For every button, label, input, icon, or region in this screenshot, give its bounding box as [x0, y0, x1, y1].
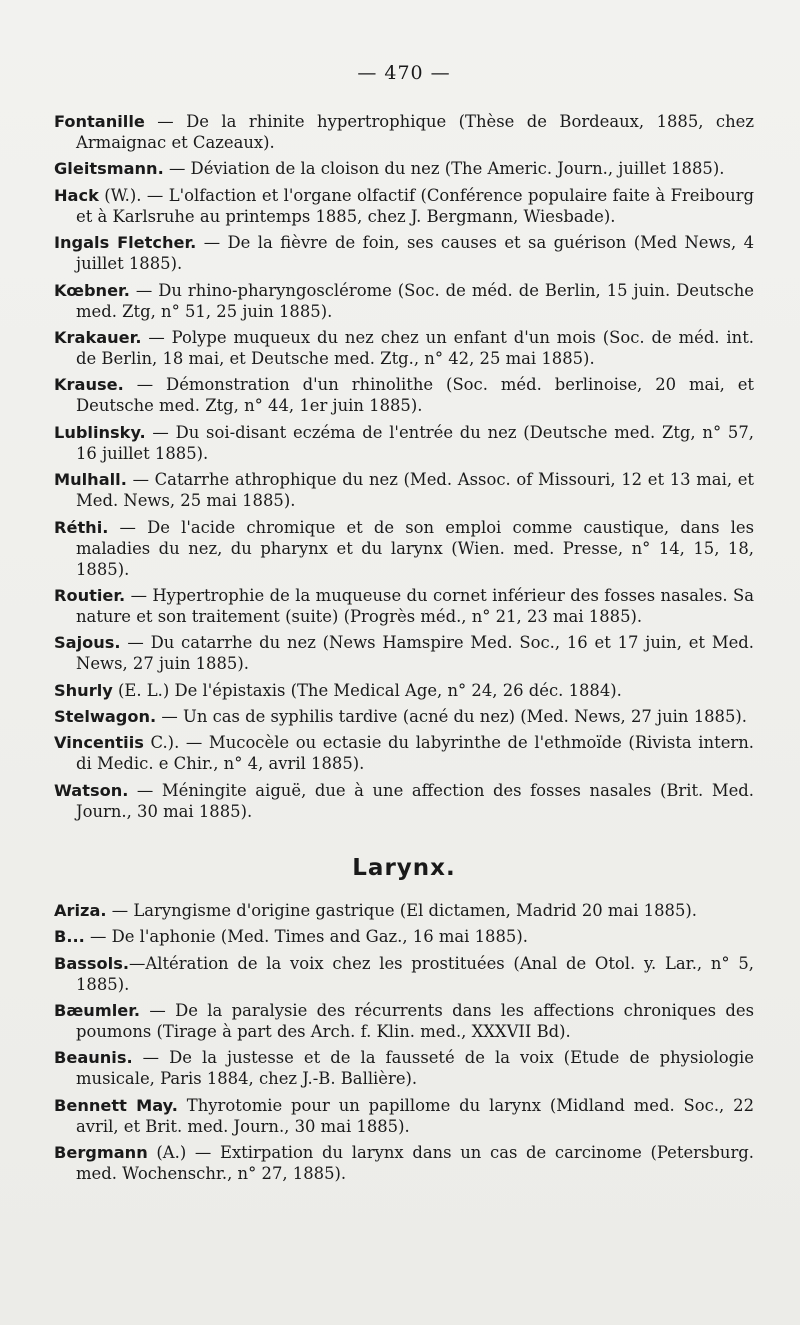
entry-separator: [144, 733, 151, 752]
bibliography-nose: [54, 111, 754, 822]
entry-separator: —: [84, 927, 112, 947]
bibliography-entry: [54, 953, 754, 995]
bibliography-entry: [54, 1000, 754, 1042]
entry-text: Polype muqueux du nez chez un enfant d'un mois (Soc. de méd. int. de Berlin, 18 mai, et Deutsche med. Ztg., n° 42, 25 mai 1885).: [76, 327, 754, 368]
bibliography-entry: [54, 1142, 754, 1184]
entry-author: Lublinsky.: [54, 422, 146, 442]
entry-separator: —: [129, 280, 159, 300]
entry-text: Hypertrophie de la muqueuse du cornet inférieur des fosses nasales. Sa nature et son traitement (suite) (Progrès méd., n° 21, 23 mai 1885).: [76, 585, 754, 626]
bibliography-entry: [54, 517, 754, 580]
entry-text: Du catarrhe du nez (News Hamspire Med. Soc., 16 et 17 juin, et Med. News, 27 juin 1885).: [76, 633, 754, 674]
bibliography-entry: [54, 900, 754, 921]
entry-text: Altération de la voix chez les prostituées (Anal de Otol. y. Lar., n° 5, 1885).: [76, 953, 754, 994]
entry-text: De la fièvre de foin, ses causes et sa guérison (Med News, 4 juillet 1885).: [76, 233, 754, 274]
entry-separator: —: [145, 422, 176, 442]
entry-author: Bergmann: [54, 1143, 148, 1163]
entry-author: Bennett May.: [54, 1095, 178, 1115]
entry-separator: —: [141, 327, 172, 347]
entry-separator: —: [129, 953, 146, 973]
entry-text: Déviation de la cloison du nez (The Americ. Journ., juillet 1885).: [190, 159, 725, 179]
entry-separator: —: [120, 633, 151, 653]
bibliography-entry: [54, 926, 754, 947]
entry-author: Krakauer.: [54, 327, 142, 347]
entry-separator: —: [123, 375, 167, 395]
entry-author: Krause.: [54, 375, 124, 395]
entry-text: De l'aphonie (Med. Times and Gaz., 16 mai 1885).: [111, 927, 528, 947]
entry-text: Catarrhe athrophique du nez (Med. Assoc. of Missouri, 12 et 13 mai, et Med. News, 25 mai 1885).: [76, 470, 754, 511]
entry-text: Méningite aiguë, due à une affection des fosses nasales (Brit. Med. Journ., 30 mai 1885).: [76, 780, 755, 821]
entry-text: Laryngisme d'origine gastrique (El dictamen, Madrid 20 mai 1885).: [133, 900, 698, 920]
entry-text: De l'acide chromique et de son emploi comme caustique, dans les maladies du nez, du pharynx et du larynx (Wien. med. Presse, n° 14, 15, 18, 1885).: [76, 517, 755, 579]
entry-text: De la rhinite hypertrophique (Thèse de Bordeaux, 1885, chez Armaignac et Cazeaux).: [76, 112, 755, 152]
entry-separator: —: [140, 1001, 176, 1021]
bibliography-entry: [54, 327, 754, 369]
entry-text: Du soi-disant eczéma de l'entrée du nez (Deutsche med. Ztg, n° 57, 16 juillet 1885).: [76, 422, 754, 463]
entry-author: Gleitsmann.: [54, 159, 164, 179]
entry-author: Fontanille: [54, 112, 145, 131]
entry-text: C.). — Mucocèle ou ectasie du labyrinthe de l'ethmoïde (Rivista intern. di Medic. e Chir., n° 4, avril 1885).: [76, 733, 754, 774]
bibliography-entry: [54, 632, 754, 674]
entry-text: Démonstration d'un rhinolithe (Soc. méd. berlinoise, 20 mai, et Deutsche med. Ztg, n° 44, 1er juin 1885).: [76, 375, 755, 416]
entry-text: De la justesse et de la fausseté de la voix (Etude de physiologie musicale, Paris 1884, chez J.-B. Ballière).: [76, 1048, 755, 1089]
entry-author: Sajous.: [54, 633, 121, 653]
bibliography-entry: [54, 780, 754, 822]
page-number: — 470 —: [357, 62, 451, 84]
entry-author: Stelwagon.: [54, 707, 157, 727]
bibliography-entry: [54, 706, 754, 727]
bibliography-entry: [54, 469, 754, 511]
bibliography-entry: [54, 232, 754, 274]
entry-text: (W.). — L'olfaction et l'organe olfactif (Conférence populaire faite à Freibourg et à Karlsruhe au printemps 1885, chez J. Bergmann, Wiesbade).: [76, 185, 754, 226]
entry-separator: —: [163, 159, 191, 179]
entry-separator: —: [106, 900, 134, 920]
entry-separator: —: [196, 233, 228, 253]
entry-author: Watson.: [54, 780, 129, 800]
bibliography-entry: [54, 732, 754, 774]
entry-separator: [178, 1096, 187, 1115]
entry-text: Un cas de syphilis tardive (acné du nez) (Med. News, 27 juin 1885).: [183, 707, 748, 727]
bibliography-entry: [54, 111, 754, 153]
entry-author: Ingals Fletcher.: [54, 233, 197, 253]
bibliography-entry: [54, 374, 754, 416]
entry-author: Beaunis.: [54, 1048, 133, 1068]
bibliography-entry: [54, 1095, 754, 1137]
section-title: Larynx.: [352, 854, 456, 881]
entry-text: (A.) — Extirpation du larynx dans un cas de carcinome (Petersburg. med. Wochenschr., n° 27, 1885).: [76, 1143, 754, 1184]
bibliography-entry: [54, 680, 754, 701]
bibliography-entry: [54, 280, 754, 322]
entry-separator: —: [156, 707, 183, 727]
bibliography-entry: [54, 158, 754, 179]
entry-author: Routier.: [54, 585, 126, 605]
entry-author: Réthi.: [54, 517, 109, 537]
entry-text: De la paralysie des récurrents dans les affections chroniques des poumons (Tirage à part des Arch. f. Klin. med., XXXVII Bd).: [76, 1001, 755, 1042]
entry-author: Bassols.: [54, 953, 129, 973]
entry-author: B...: [54, 927, 85, 947]
entry-text: Du rhino-pharyngosclérome (Soc. de méd. de Berlin, 15 juin. Deutsche med. Ztg, n° 51, 25 juin 1885).: [76, 280, 754, 321]
entry-separator: —: [108, 517, 148, 537]
entry-separator: —: [125, 585, 153, 605]
entry-author: Vincentiis: [54, 733, 144, 753]
entry-author: Mulhall.: [54, 470, 127, 490]
bibliography-larynx: [54, 900, 754, 1184]
entry-author: Bæumler.: [54, 1001, 141, 1021]
bibliography-entry: [54, 585, 754, 627]
entry-separator: —: [128, 780, 162, 800]
entry-separator: —: [144, 112, 187, 131]
entry-separator: —: [126, 470, 155, 490]
entry-separator: —: [132, 1048, 170, 1068]
entry-author: Kœbner.: [54, 280, 130, 300]
bibliography-entry: [54, 185, 754, 227]
bibliography-entry: [54, 1047, 754, 1089]
entry-text: Thyrotomie pour un papillome du larynx (Midland med. Soc., 22 avril, et Brit. med. Journ., 30 mai 1885).: [76, 1095, 754, 1136]
entry-author: Hack: [54, 185, 99, 205]
bibliography-entry: [54, 422, 754, 464]
entry-text: (E. L.) De l'épistaxis (The Medical Age, n° 24, 26 déc. 1884).: [118, 680, 622, 700]
entry-author: Ariza.: [54, 900, 107, 920]
entry-author: Shurly: [54, 680, 113, 700]
